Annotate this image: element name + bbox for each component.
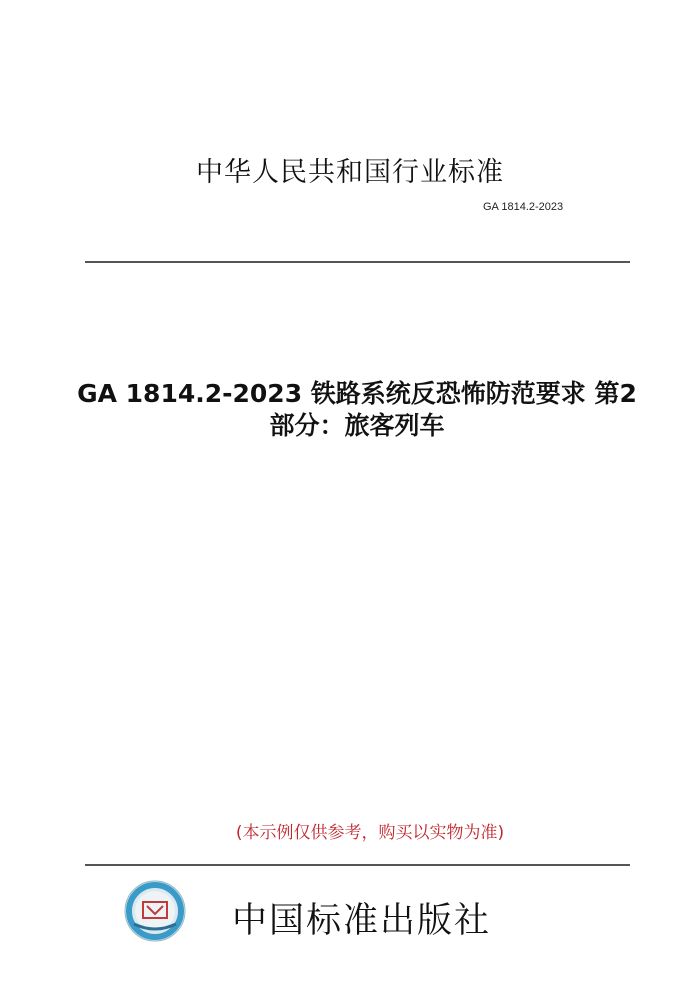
standard-code: GA 1814.2-2023 xyxy=(483,201,564,213)
top-divider xyxy=(85,261,630,263)
document-title-line1: GA 1814.2-2023 铁路系统反恐怖防范要求 第2 xyxy=(77,379,637,408)
publisher-name: 中国标准出版社 xyxy=(232,901,492,941)
document-title xyxy=(52,378,662,442)
bottom-divider xyxy=(85,864,630,866)
standard-type-heading: 中华人民共和国行业标准 xyxy=(196,157,504,188)
sample-notice: (本示例仅供参考，购买以实物为准) xyxy=(235,823,505,843)
publisher-seal-icon xyxy=(124,880,186,942)
document-title-line2: 部分：旅客列车 xyxy=(269,411,445,440)
